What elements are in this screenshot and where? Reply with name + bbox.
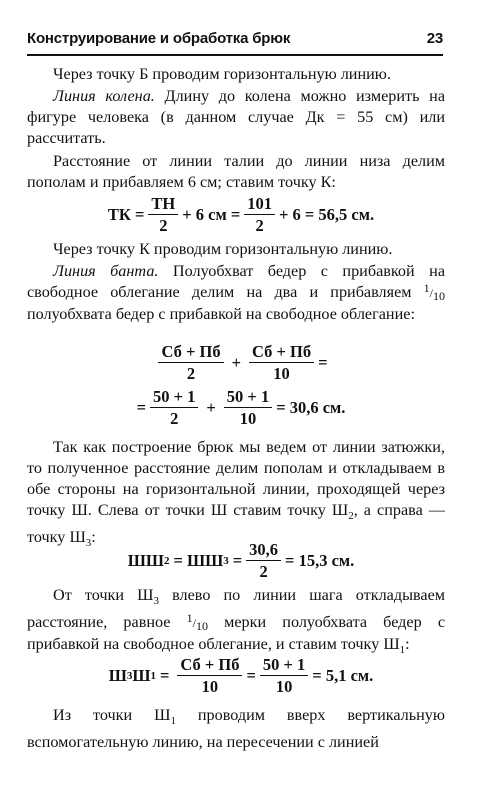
- plus-sign: +: [206, 397, 216, 417]
- fraction-51-2: [150, 387, 198, 428]
- subscript: 2: [163, 554, 170, 567]
- subscript: 2: [348, 510, 354, 523]
- fraction-numerator: 101: [244, 194, 275, 215]
- header-rule: [27, 54, 443, 56]
- subscript: 1: [399, 644, 406, 657]
- fraction-51-10: [260, 655, 308, 696]
- subscript: 1: [170, 715, 176, 728]
- subscript: 3: [153, 595, 159, 608]
- page-number: 23: [426, 30, 443, 47]
- fraction-sb-pb-10: [177, 655, 242, 696]
- formula-sh3sh1-lhs2: Ш: [132, 665, 151, 685]
- paragraph-vertical-line: [27, 705, 445, 753]
- formula-tk-lhs: ТК =: [107, 204, 145, 224]
- points-sh-text-mid: , а справа — точку Ш: [27, 501, 445, 547]
- subscript: 3: [223, 554, 229, 567]
- equals-sign: =: [232, 550, 243, 570]
- fraction-numerator: 30,6: [246, 540, 281, 561]
- bow-line-heading: Линия банта.: [53, 262, 159, 280]
- equals-sign: =: [136, 397, 146, 417]
- fraction-numerator: ТН: [148, 194, 178, 215]
- point-sh1-text-a: От точки Ш: [53, 586, 154, 604]
- fraction-51-10: [224, 387, 272, 428]
- formula-shsh-eq1: = ШШ: [173, 550, 224, 570]
- formula-sh3sh1-lhs: Ш: [108, 665, 127, 685]
- fraction-30-6-2: [246, 540, 281, 581]
- fraction-tn-2: [148, 194, 178, 235]
- fraction-denominator: 2: [186, 364, 196, 383]
- paragraph-4: Через точку К проводим горизонтальную линию.: [53, 240, 393, 258]
- paragraph-1: Через точку Б проводим горизонтальную линию.: [53, 65, 391, 83]
- point-sh1-text-c: мерки полуобхвата бедер с прибавкой на свободное облегание, и ставим точку Ш: [27, 613, 446, 654]
- fraction-denominator: 10: [201, 677, 219, 696]
- vertical-line-text-a: Из точки Ш: [53, 706, 171, 724]
- fraction-1-10: 1/10: [423, 281, 445, 303]
- fraction-bottom: 10: [195, 619, 208, 634]
- equals-sign: =: [318, 352, 328, 372]
- formula-bow-result: = 30,6 см.: [276, 397, 346, 417]
- fraction-numerator: Сб + Пб: [177, 655, 242, 676]
- fraction-sb-pb-2: [158, 342, 223, 383]
- paragraph-knee-line: [27, 86, 445, 149]
- paragraph-point-sh1: [27, 585, 445, 661]
- bow-line-text-1: Полуобхват бедер с прибавкой на свободное облегание делим на два и прибавляем: [27, 262, 445, 301]
- equals-sign: =: [246, 665, 256, 685]
- fraction-denominator: 2: [159, 216, 168, 235]
- paragraph-point-k: Расстояние от линии талии до линии низа делим пополам и прибавляем 6 см; ставим точку К:: [27, 152, 445, 191]
- header-title: Конструирование и обработка брюк: [27, 30, 291, 47]
- subscript: 3: [85, 537, 92, 550]
- running-header: [27, 30, 443, 47]
- formula-bow-symbolic: [0, 342, 482, 383]
- formula-sh3sh1: [0, 655, 482, 696]
- fraction-denominator: 10: [239, 409, 257, 428]
- fraction-101-2: [244, 194, 275, 235]
- fraction-top: 1: [423, 281, 430, 295]
- paragraph-points-sh: [27, 437, 445, 554]
- fraction-denominator: 2: [170, 409, 179, 428]
- subscript: 3: [126, 669, 133, 682]
- fraction-numerator: 50 + 1: [260, 655, 308, 676]
- points-sh-text-end: :: [91, 528, 96, 547]
- paragraph-bow-line: [27, 261, 445, 325]
- point-sh1-text-d: :: [405, 635, 410, 654]
- equals-sign: =: [159, 665, 170, 685]
- fraction-1-10: 1/10: [186, 611, 208, 634]
- fraction-numerator: 50 + 1: [224, 387, 272, 408]
- formula-shsh-result: = 15,3 см.: [285, 550, 355, 570]
- fraction-denominator: 2: [255, 216, 264, 235]
- plus-sign: +: [231, 352, 241, 372]
- fraction-numerator: 50 + 1: [150, 387, 198, 408]
- formula-tk-mid: + 6 см =: [182, 204, 241, 224]
- formula-tk-result: + 6 = 56,5 см.: [278, 204, 375, 224]
- fraction-sb-pb-10: [249, 342, 314, 383]
- formula-shsh: [0, 540, 482, 581]
- fraction-numerator: Сб + Пб: [158, 342, 223, 363]
- subscript: 1: [150, 669, 156, 682]
- fraction-denominator: 10: [275, 677, 293, 696]
- fraction-bottom: 10: [433, 289, 445, 303]
- fraction-numerator: Сб + Пб: [249, 342, 314, 363]
- vertical-line-text-b: проводим вверх вертикальную вспомогательную линию, на пересечении с линией: [27, 706, 445, 752]
- formula-sh3sh1-result: = 5,1 см.: [312, 665, 374, 685]
- fraction-denominator: 2: [259, 562, 268, 581]
- formula-shsh-lhs: ШШ: [127, 550, 164, 570]
- knee-line-heading: Линия колена.: [53, 87, 155, 105]
- bow-line-text-2: полуобхвата бедер с прибавкой на свободное облегание:: [27, 305, 415, 323]
- knee-line-text: Длину до колена можно измерить на фигуре человека (в данном случае Дк = 55 см) или рассчитать.: [27, 87, 446, 147]
- formula-bow-numeric: [0, 387, 482, 428]
- fraction-top: 1: [186, 611, 193, 626]
- point-sh1-text-b: влево по линии шага откладываем расстояние, равное: [27, 586, 445, 632]
- fraction-denominator: 10: [273, 364, 290, 383]
- points-sh-text: Так как построение брюк мы ведем от линии затюжки, то полученное расстояние делим пополам и откладываем в обе стороны на горизонтальной линии, проходящей через точку Ш. Слева от точки Ш ставим точку Ш: [27, 438, 445, 519]
- formula-tk: [0, 194, 482, 235]
